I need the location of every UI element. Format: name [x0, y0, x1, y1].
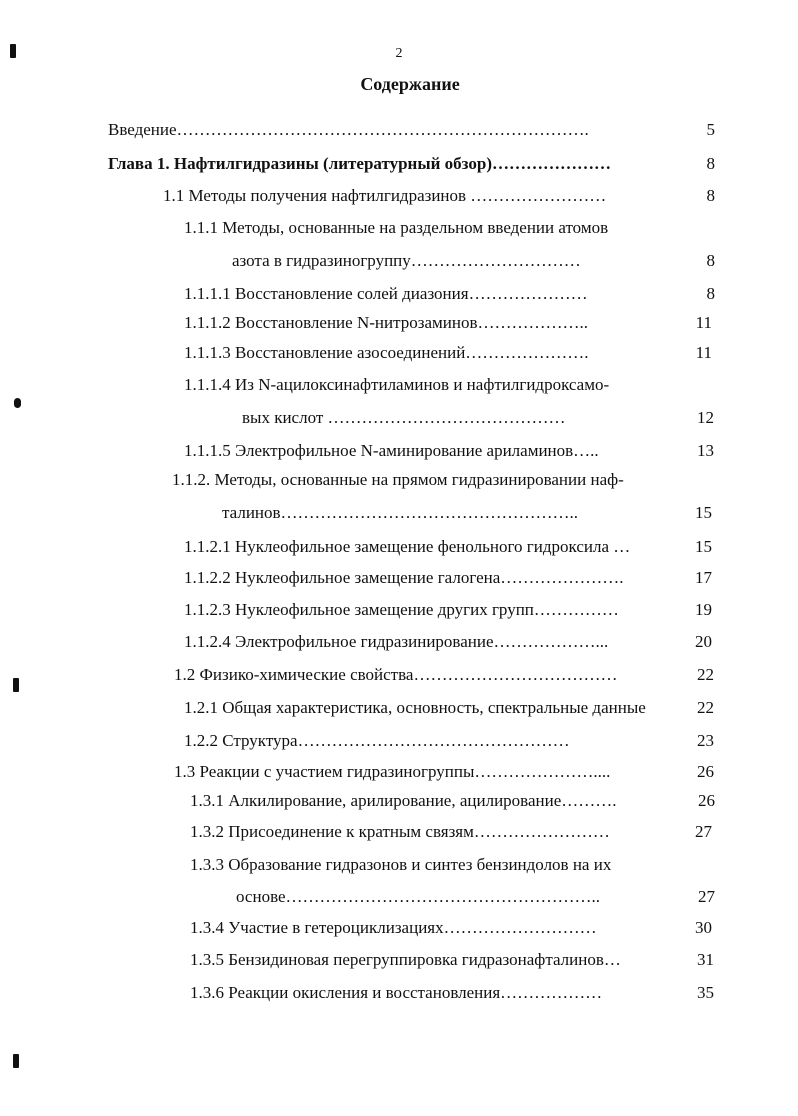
scan-mark — [13, 1054, 19, 1068]
toc-entry: 1.1.1.5 Электрофильное N-аминирование ариламинов….. — [184, 441, 599, 460]
toc-page: 13 — [697, 441, 714, 460]
toc-page: 15 — [695, 503, 712, 522]
toc-entry: 1.1.1.3 Восстановление азосоединений…………………. — [184, 343, 589, 362]
toc-entry: 1.1.1 Методы, основанные на раздельном введении атомов — [184, 218, 609, 237]
toc-entry: 1.2 Физико-химические свойства……………………………… — [174, 665, 618, 684]
toc-page: 27 — [698, 887, 715, 906]
toc-page: 8 — [706, 186, 715, 205]
toc-entry: 1.2.1 Общая характеристика, основность, спектральные данные — [184, 698, 646, 717]
toc-page: 8 — [706, 251, 715, 270]
toc-entry: 1.1.2.3 Нуклеофильное замещение других групп…………… — [184, 600, 619, 619]
toc-page: 15 — [695, 537, 712, 556]
toc-entry-introduction: Введение………………………………………………………………. — [108, 120, 589, 139]
toc-page: 5 — [706, 120, 715, 139]
toc-entry: 1.1 Методы получения нафтилгидразинов …………………… — [163, 186, 607, 205]
toc-page: 19 — [695, 600, 712, 619]
page-number: 2 — [395, 46, 403, 61]
toc-page: 17 — [695, 568, 712, 587]
scan-mark — [10, 44, 16, 58]
toc-page: 11 — [695, 343, 712, 362]
toc-entry: 1.1.1.4 Из N-ацилоксинафтиламинов и нафтилгидроксамо- — [184, 375, 610, 394]
toc-entry: 1.3.5 Бензидиновая перегруппировка гидразонафталинов… — [190, 950, 621, 969]
toc-entry: 1.3.2 Присоединение к кратным связям…………………… — [190, 822, 610, 841]
toc-page: 11 — [695, 313, 712, 332]
toc-entry: 1.1.1.1 Восстановление солей диазония………………… — [184, 284, 588, 303]
toc-entry-continuation: вых кислот …………………………………… — [242, 408, 566, 427]
toc-page: 12 — [697, 408, 714, 427]
toc-entry: 1.1.2.2 Нуклеофильное замещение галогена…………………. — [184, 568, 624, 587]
toc-page: 30 — [695, 918, 712, 937]
toc-entry: 1.3 Реакции с участием гидразиногруппы………………….... — [174, 762, 611, 781]
toc-entry-chapter-1: Глава 1. Нафтилгидразины (литературный обзор)………………… — [108, 154, 611, 173]
toc-page: 8 — [706, 284, 715, 303]
toc-page: 22 — [697, 698, 714, 717]
toc-page: 26 — [697, 762, 714, 781]
toc-entry: 1.1.2.1 Нуклеофильное замещение фенольного гидроксила … — [184, 537, 631, 556]
toc-page: 8 — [706, 154, 715, 173]
scan-mark — [14, 398, 21, 408]
toc-entry-continuation: основе……………………………………………….. — [236, 887, 601, 906]
toc-entry: 1.2.2 Структура………………………………………… — [184, 731, 570, 750]
toc-page: 31 — [697, 950, 714, 969]
toc-entry: 1.3.4 Участие в гетероциклизациях……………………… — [190, 918, 597, 937]
toc-page: 20 — [695, 632, 712, 651]
toc-page: 26 — [698, 791, 715, 810]
toc-entry: 1.3.1 Алкилирование, арилирование, ацилирование………. — [190, 791, 617, 810]
toc-entry: 1.1.1.2 Восстановление N-нитрозаминов……………….. — [184, 313, 588, 332]
page-title: Содержание — [360, 74, 460, 94]
toc-page: 35 — [697, 983, 714, 1002]
toc-page: 22 — [697, 665, 714, 684]
toc-entry: 1.1.2.4 Электрофильное гидразинирование………………... — [184, 632, 609, 651]
toc-entry: 1.3.3 Образование гидразонов и синтез бензиндолов на их — [190, 855, 612, 874]
toc-entry: 1.3.6 Реакции окисления и восстановления……………… — [190, 983, 603, 1002]
toc-page: 27 — [695, 822, 712, 841]
scan-mark — [13, 678, 19, 692]
toc-entry-continuation: азота в гидразиногруппу………………………… — [232, 251, 581, 270]
toc-entry-continuation: талинов…………………………………………….. — [222, 503, 579, 522]
toc-entry: 1.1.2. Методы, основанные на прямом гидразинировании наф- — [172, 470, 624, 489]
toc-page: 23 — [697, 731, 714, 750]
